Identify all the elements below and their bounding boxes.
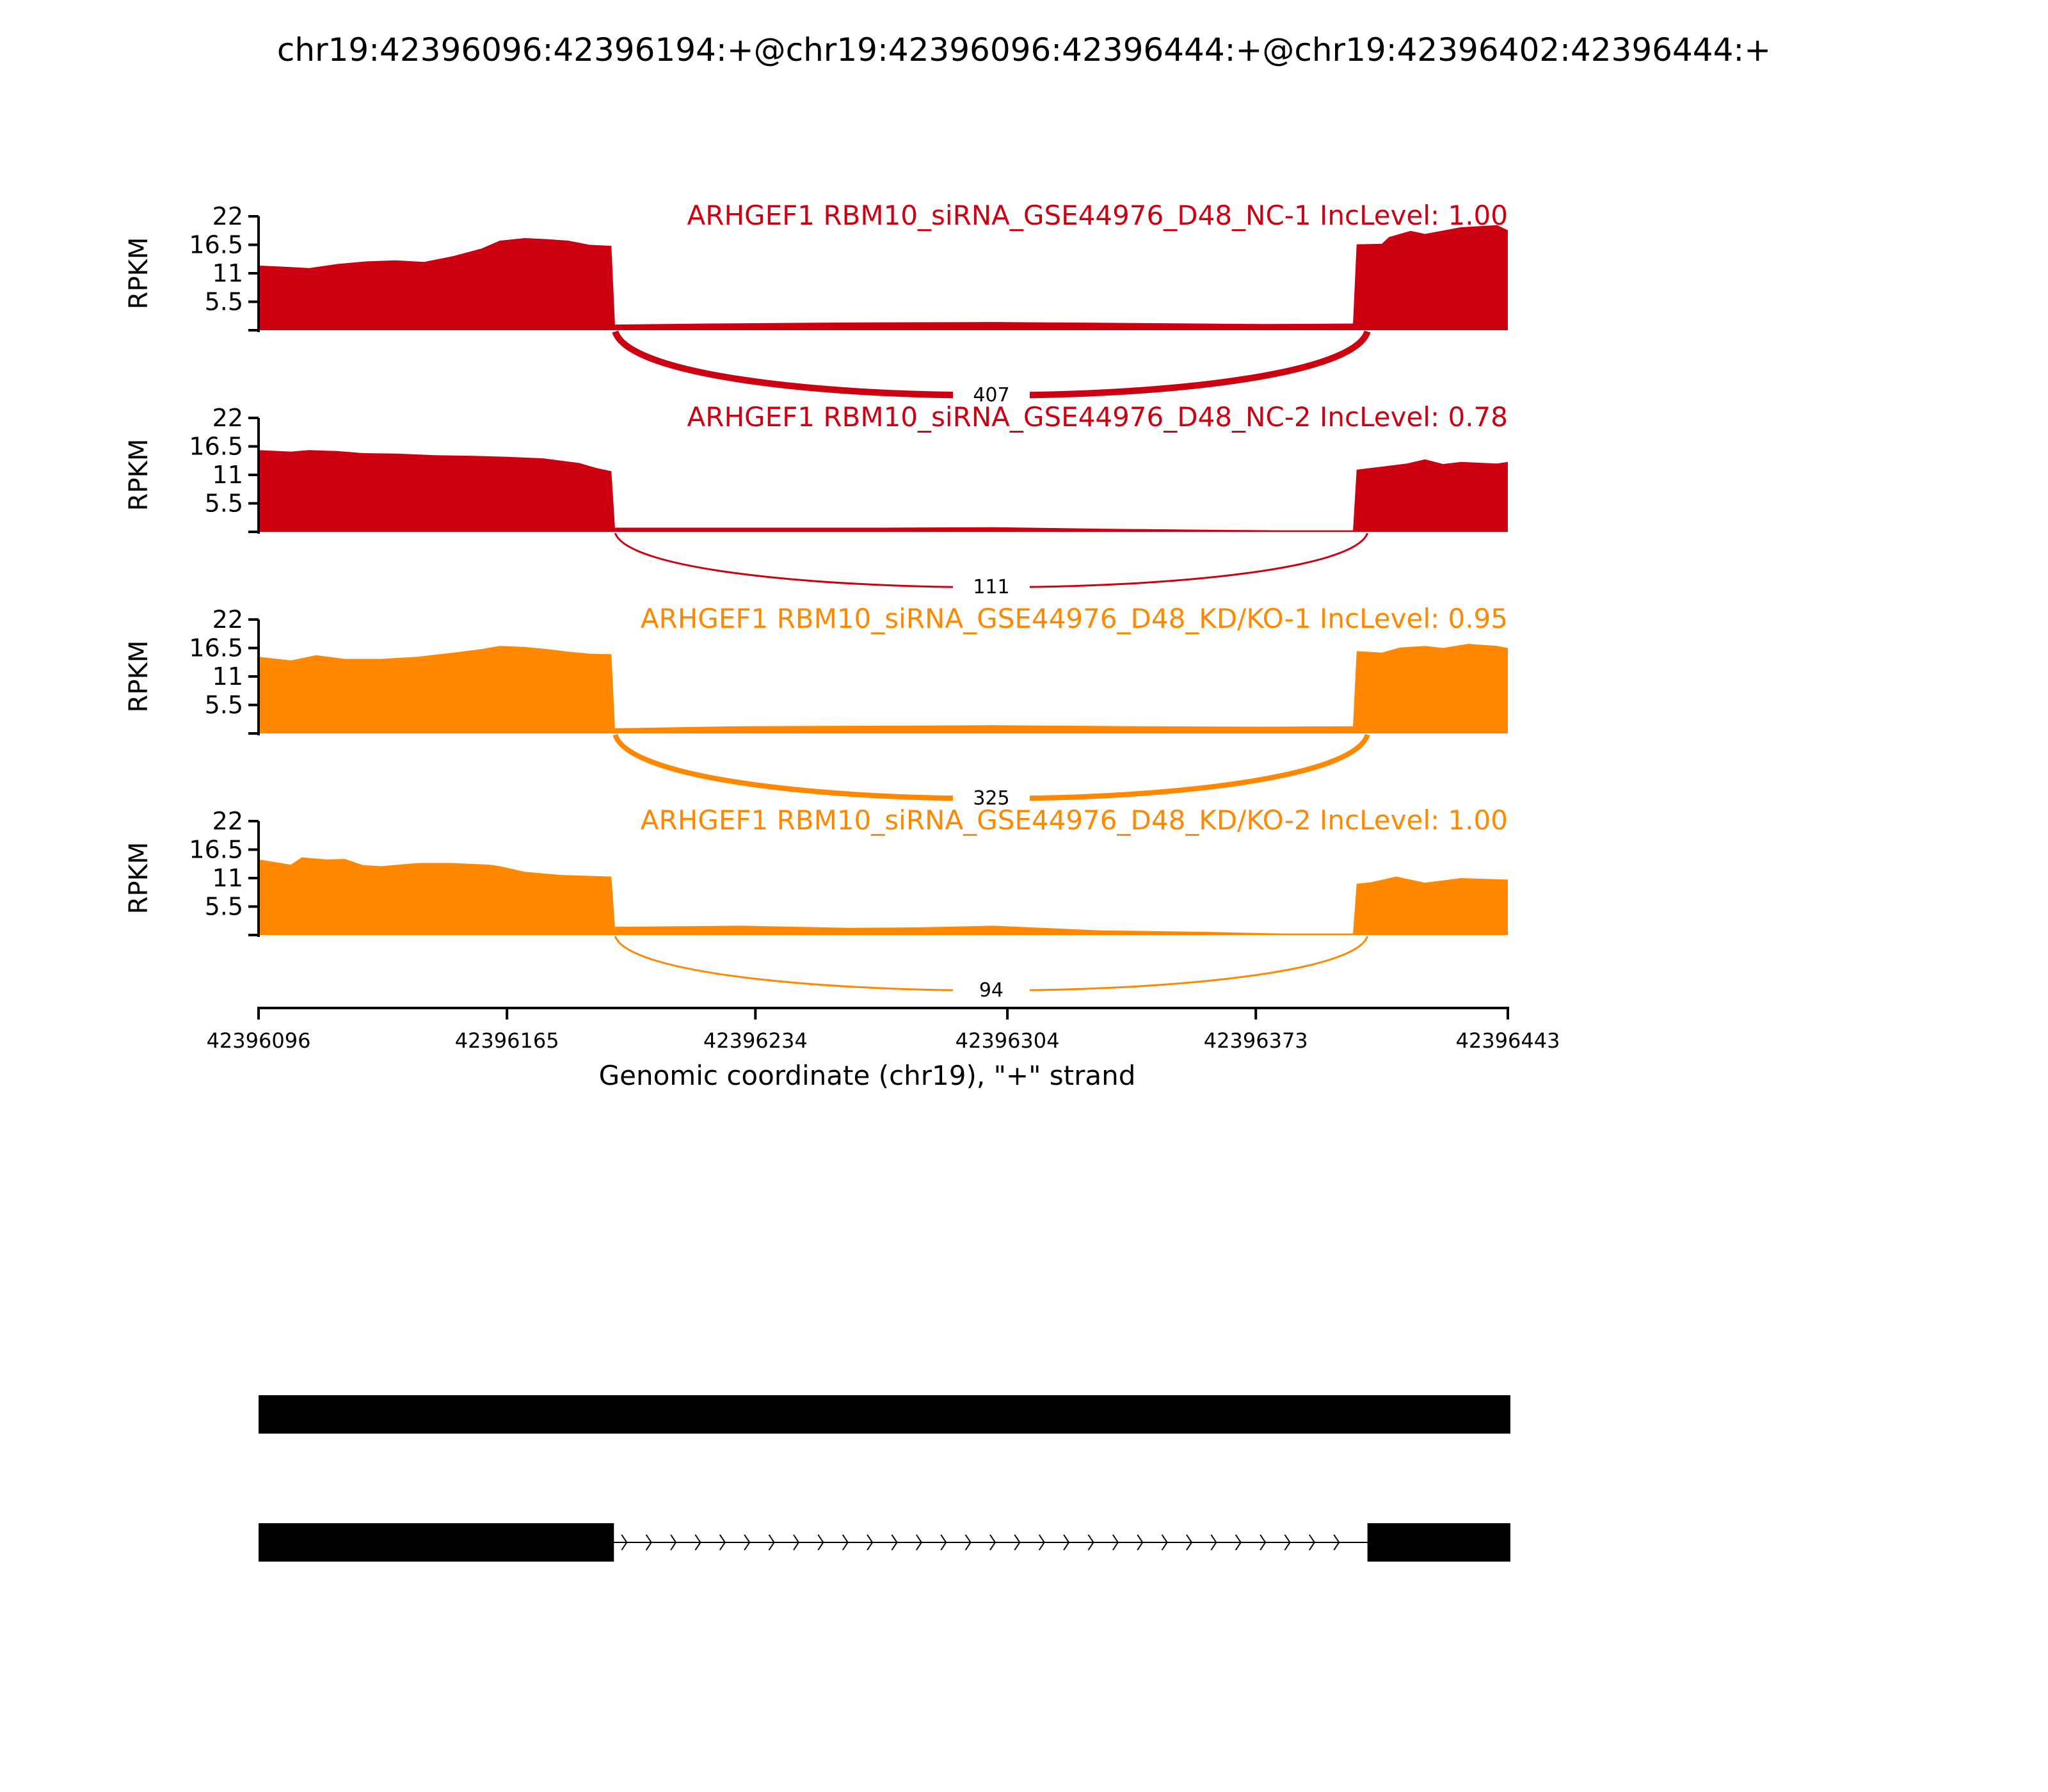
coverage-panels	[124, 200, 1508, 1004]
sample-label: ARHGEF1 RBM10_siRNA_GSE44976_D48_KD/KO-2 IncLevel: 1.00	[640, 804, 1508, 836]
y-axis-label: RPKM	[124, 842, 154, 915]
y-tick-label: 5.5	[204, 691, 243, 719]
y-tick-label: 5.5	[204, 287, 243, 316]
chart-title: chr19:42396096:42396194:+@chr19:42396096:42396444:+@chr19:42396402:42396444:+	[276, 31, 1772, 68]
x-tick-label: 42396373	[1203, 1028, 1308, 1053]
y-tick-label: 22	[212, 404, 243, 432]
coverage-area	[259, 225, 1508, 330]
y-axis-label: RPKM	[124, 237, 154, 310]
x-axis-label: Genomic coordinate (chr19), "+" strand	[598, 1060, 1136, 1091]
sample-label: ARHGEF1 RBM10_siRNA_GSE44976_D48_NC-2 IncLevel: 0.78	[687, 401, 1508, 433]
x-tick-label: 42396165	[454, 1028, 559, 1053]
junction-count-label: 94	[979, 979, 1004, 1002]
x-tick-label: 42396234	[703, 1028, 808, 1053]
exon-block	[1368, 1523, 1510, 1562]
y-tick-label: 5.5	[204, 892, 243, 921]
y-tick-label: 22	[212, 202, 243, 230]
y-tick-label: 11	[212, 864, 243, 892]
exon-block	[259, 1523, 614, 1562]
junction-count-label: 325	[973, 787, 1010, 810]
y-tick-label: 11	[212, 259, 243, 287]
y-tick-label: 16.5	[189, 432, 243, 461]
sample-label: ARHGEF1 RBM10_siRNA_GSE44976_D48_KD/KO-1 IncLevel: 0.95	[640, 603, 1508, 634]
coverage-area	[259, 858, 1508, 935]
junction-count-label: 111	[973, 576, 1010, 598]
y-tick-label: 11	[212, 662, 243, 691]
x-axis-ticks	[207, 1008, 1560, 1053]
y-axis-label: RPKM	[124, 438, 154, 511]
exon-block	[259, 1395, 1510, 1434]
y-tick-label: 16.5	[189, 835, 243, 864]
x-axis	[207, 1008, 1560, 1091]
y-tick-label: 22	[212, 807, 243, 835]
sample-panel	[124, 603, 1508, 812]
sample-label: ARHGEF1 RBM10_siRNA_GSE44976_D48_NC-1 IncLevel: 1.00	[687, 200, 1508, 231]
y-tick-label: 16.5	[189, 230, 243, 259]
sample-panel	[124, 401, 1508, 600]
x-tick-label: 42396304	[955, 1028, 1060, 1053]
y-tick-label: 11	[212, 461, 243, 489]
x-tick-label: 42396096	[206, 1028, 311, 1053]
x-tick-label: 42396443	[1455, 1028, 1560, 1053]
junction-count-label: 407	[973, 384, 1010, 406]
isoform-model	[259, 1523, 1510, 1562]
sample-panel	[124, 804, 1508, 1004]
sample-panel	[124, 200, 1508, 408]
y-axis-label: RPKM	[124, 640, 154, 713]
isoform-track	[259, 1395, 1510, 1562]
coverage-area	[259, 450, 1508, 532]
coverage-area	[259, 644, 1508, 733]
y-tick-label: 22	[212, 605, 243, 634]
isoform-model	[259, 1395, 1510, 1434]
y-tick-label: 16.5	[189, 634, 243, 662]
y-tick-label: 5.5	[204, 489, 243, 518]
